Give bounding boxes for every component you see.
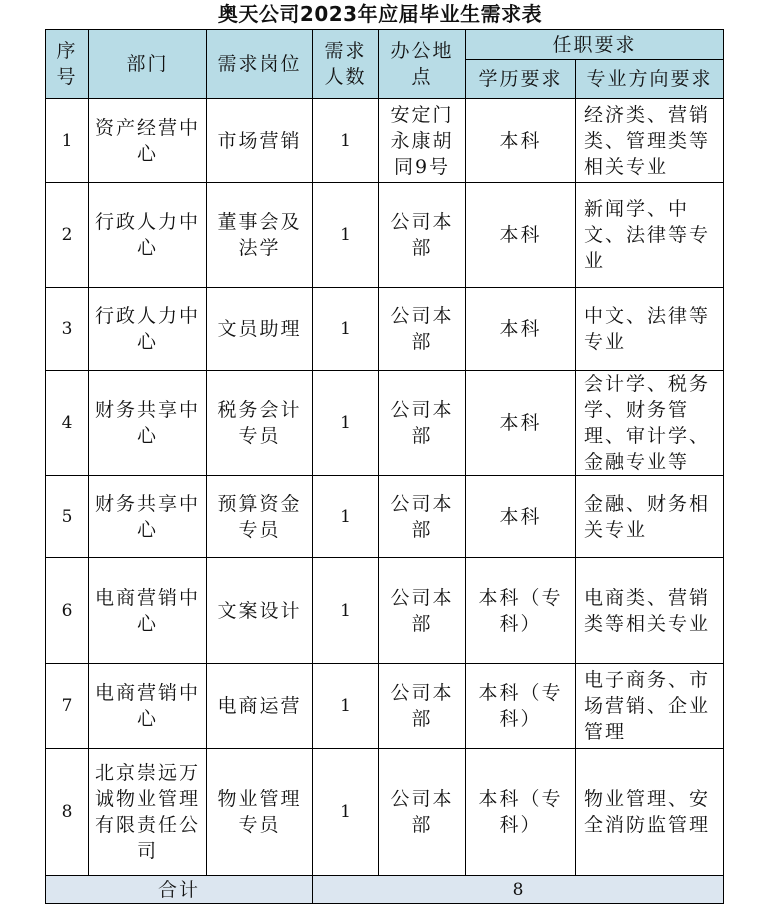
table-header [46, 30, 724, 99]
header-position: 需求岗位 [207, 30, 313, 99]
table-row [46, 183, 724, 288]
cell-position: 电商运营 [207, 664, 313, 749]
header-requirements: 任职要求 [466, 30, 724, 60]
header-major: 专业方向要求 [576, 60, 724, 99]
cell-dept: 财务共享中心 [89, 476, 207, 558]
cell-count: 1 [313, 183, 379, 288]
cell-major: 电子商务、市场营销、企业管理 [576, 664, 724, 749]
cell-education: 本科 [466, 476, 576, 558]
cell-count: 1 [313, 288, 379, 371]
total-label: 合计 [46, 876, 313, 904]
header-count: 需求人数 [313, 30, 379, 99]
table-row [46, 664, 724, 749]
cell-seq: 8 [46, 749, 89, 876]
cell-major: 新闻学、中文、法律等专业 [576, 183, 724, 288]
cell-major: 金融、财务相关专业 [576, 476, 724, 558]
table-row [46, 558, 724, 664]
cell-count: 1 [313, 476, 379, 558]
cell-position: 市场营销 [207, 99, 313, 183]
cell-major: 电商类、营销类等相关专业 [576, 558, 724, 664]
cell-education: 本科 [466, 371, 576, 476]
cell-location: 公司本部 [379, 183, 466, 288]
cell-seq: 4 [46, 371, 89, 476]
cell-position: 文员助理 [207, 288, 313, 371]
cell-count: 1 [313, 99, 379, 183]
header-seq: 序号 [46, 30, 89, 99]
table-row [46, 371, 724, 476]
cell-education: 本科 [466, 99, 576, 183]
table-row [46, 476, 724, 558]
cell-position: 预算资金专员 [207, 476, 313, 558]
table-row [46, 749, 724, 876]
cell-location: 公司本部 [379, 371, 466, 476]
cell-dept: 资产经营中心 [89, 99, 207, 183]
table-row [46, 99, 724, 183]
cell-dept: 电商营销中心 [89, 664, 207, 749]
header-education: 学历要求 [466, 60, 576, 99]
cell-position: 董事会及法学 [207, 183, 313, 288]
cell-seq: 3 [46, 288, 89, 371]
cell-education: 本科（专科） [466, 558, 576, 664]
cell-location: 公司本部 [379, 558, 466, 664]
cell-seq: 5 [46, 476, 89, 558]
page-title: 奥天公司2023年应届毕业生需求表 [217, 2, 543, 26]
cell-count: 1 [313, 371, 379, 476]
cell-major: 中文、法律等专业 [576, 288, 724, 371]
cell-seq: 7 [46, 664, 89, 749]
cell-seq: 2 [46, 183, 89, 288]
cell-dept: 电商营销中心 [89, 558, 207, 664]
cell-major: 经济类、营销类、管理类等相关专业 [576, 99, 724, 183]
cell-major: 会计学、税务学、财务管理、审计学、金融专业等 [576, 371, 724, 476]
cell-location: 公司本部 [379, 749, 466, 876]
cell-education: 本科（专科） [466, 749, 576, 876]
cell-location: 公司本部 [379, 664, 466, 749]
cell-dept: 财务共享中心 [89, 371, 207, 476]
cell-location: 安定门永康胡同9号 [379, 99, 466, 183]
cell-location: 公司本部 [379, 288, 466, 371]
cell-seq: 6 [46, 558, 89, 664]
cell-location: 公司本部 [379, 476, 466, 558]
table-row [46, 288, 724, 371]
cell-position: 税务会计专员 [207, 371, 313, 476]
table-footer [46, 876, 724, 904]
cell-count: 1 [313, 749, 379, 876]
cell-education: 本科 [466, 288, 576, 371]
cell-dept: 行政人力中心 [89, 183, 207, 288]
header-location: 办公地点 [379, 30, 466, 99]
cell-count: 1 [313, 664, 379, 749]
cell-dept: 北京崇远万诚物业管理有限责任公司 [89, 749, 207, 876]
requirements-table [45, 29, 724, 904]
cell-position: 物业管理专员 [207, 749, 313, 876]
cell-dept: 行政人力中心 [89, 288, 207, 371]
cell-education: 本科 [466, 183, 576, 288]
cell-major: 物业管理、安全消防监管理 [576, 749, 724, 876]
total-value: 8 [313, 876, 724, 904]
cell-count: 1 [313, 558, 379, 664]
cell-position: 文案设计 [207, 558, 313, 664]
table-body [46, 99, 724, 876]
cell-seq: 1 [46, 99, 89, 183]
header-dept: 部门 [89, 30, 207, 99]
cell-education: 本科（专科） [466, 664, 576, 749]
